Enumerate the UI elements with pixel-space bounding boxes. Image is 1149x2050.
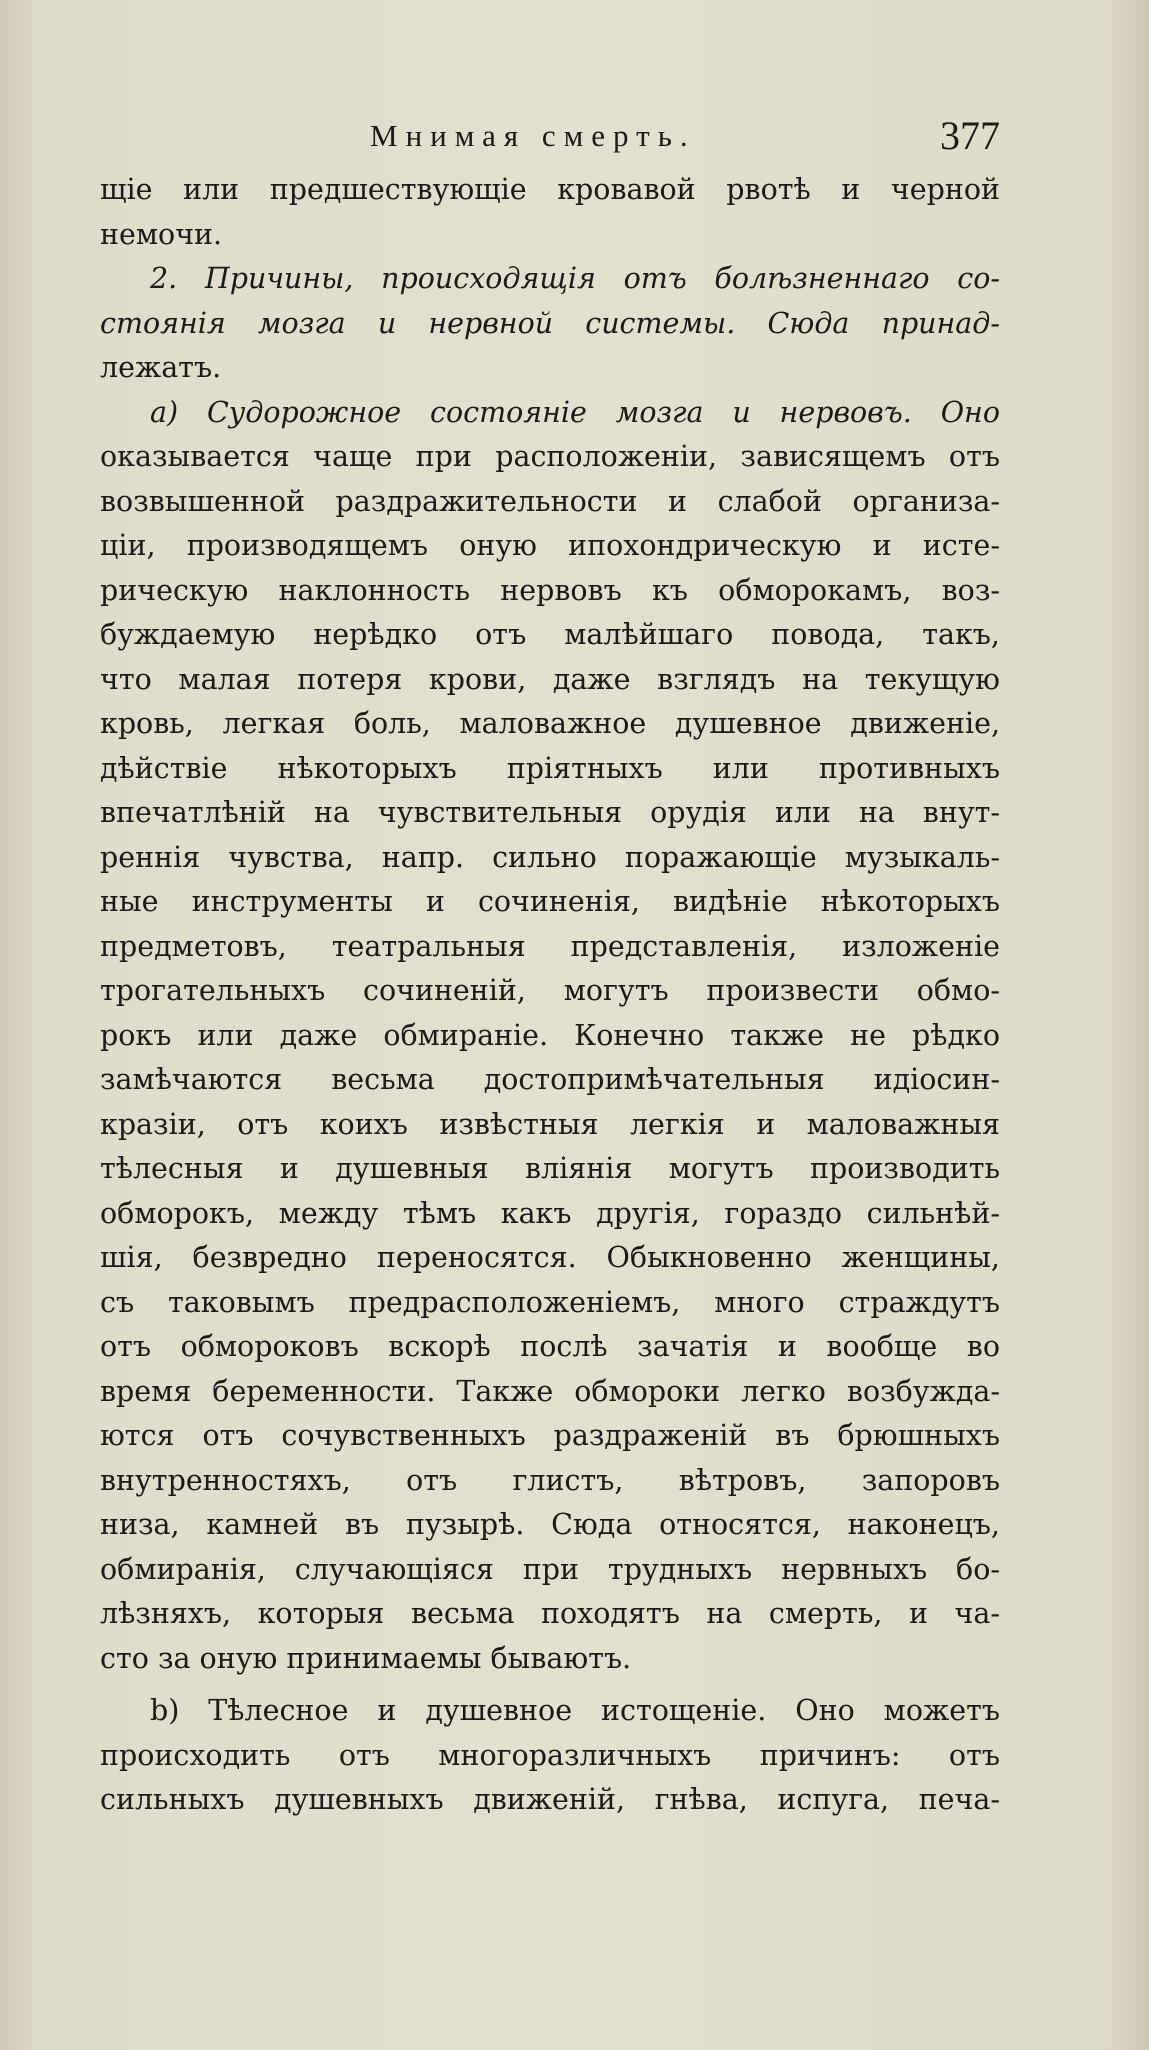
text-line: ются отъ сочувственныхъ раздраженій въ брюшныхъ bbox=[100, 1419, 1000, 1452]
text-line: реннія чувства, напр. сильно поражающіе музыкаль- bbox=[100, 840, 1000, 874]
text-line: рокъ или даже обмираніе. Конечно также не рѣдко bbox=[100, 1018, 1000, 1052]
text-line: съ таковымъ предрасположеніемъ, много страждутъ bbox=[100, 1285, 1000, 1319]
text-line: трогательныхъ сочиненій, могутъ произвести обмо- bbox=[100, 974, 1000, 1007]
text-line: что малая потеря крови, даже взглядъ на текущую bbox=[100, 662, 1000, 696]
subsection-heading-line: b) Тѣлесное и душевное истощеніе. Оно можетъ bbox=[150, 1694, 1000, 1727]
text-line: буждаемую нерѣдко отъ малѣйшаго повода, такъ, bbox=[100, 618, 1000, 651]
section-heading-line: 2. Причины, происходящія отъ болѣзненнаго со- bbox=[150, 262, 1000, 295]
text-line: тѣлесныя и душевныя вліянія могутъ производить bbox=[100, 1152, 1000, 1185]
page-header bbox=[0, 112, 1149, 162]
text-line: отъ обмороковъ вскорѣ послѣ зачатія и вообще во bbox=[100, 1330, 1000, 1363]
text-line: ціи, производящемъ оную ипохондрическую и истe- bbox=[100, 529, 1000, 562]
text-line: кразіи, отъ коихъ извѣстныя легкія и маловажныя bbox=[100, 1107, 1000, 1141]
text-line: обморокъ, между тѣмъ какъ другія, гораздо сильнѣй- bbox=[100, 1196, 1000, 1230]
text-line: лѣзняхъ, которыя весьма походятъ на смерть, и ча- bbox=[100, 1597, 1000, 1630]
text-line: время беременности. Также обмороки легко возбужда- bbox=[100, 1374, 1000, 1408]
text-line: замѣчаются весьма достопримѣчательныя идіосин- bbox=[100, 1063, 1000, 1096]
text-line: оказывается чаще при расположеніи, зависящемъ отъ bbox=[100, 440, 1000, 473]
text-line: рическую наклонность нервовъ къ обморокамъ, воз- bbox=[100, 573, 1000, 607]
text-line: происходить отъ многоразличныхъ причинъ: отъ bbox=[100, 1738, 1000, 1772]
text-line: дѣйствіе нѣкоторыхъ пріятныхъ или противныхъ bbox=[100, 751, 1000, 785]
subsection-heading-line: a) Судорожное состояніе мозга и нервовъ. Оно bbox=[150, 395, 1000, 429]
text-line: шія, безвредно переносятся. Обыкновенно женщины, bbox=[100, 1241, 1000, 1274]
text-line: предметовъ, театральныя представленія, изложеніе bbox=[100, 929, 1000, 963]
text-line: сто за оную принимаемы бываютъ. bbox=[100, 1641, 632, 1675]
text-line: стоянія мозга и нервной системы. Сюда принад- bbox=[100, 306, 1000, 340]
body-text bbox=[100, 168, 1000, 1823]
page-number: 377 bbox=[940, 113, 1000, 158]
text-line: немочи. bbox=[100, 217, 223, 251]
text-line: впечатлѣній на чувствительныя орудія или на внут- bbox=[100, 796, 1000, 829]
text-line: обмиранія, случающіяся при трудныхъ нервныхъ бо- bbox=[100, 1552, 1000, 1586]
text-line: внутренностяхъ, отъ глистъ, вѣтровъ, запоровъ bbox=[100, 1463, 1000, 1497]
text-line: низа, камней въ пузырѣ. Сюда относятся, наконецъ, bbox=[100, 1508, 1000, 1541]
text-line: сильныхъ душевныхъ движеній, гнѣва, испуга, печа- bbox=[100, 1783, 1000, 1816]
text-line: лежатъ. bbox=[100, 351, 222, 384]
running-head: Мнимая смерть. bbox=[370, 118, 696, 153]
text-line: щіе или предшествующіе кровавой рвотѣ и черной bbox=[100, 173, 1000, 206]
text-line: ные инструменты и сочиненія, видѣніе нѣкоторыхъ bbox=[100, 885, 1000, 918]
paragraph-gap bbox=[100, 1681, 1000, 1689]
text-line: возвышенной раздражительности и слабой организа- bbox=[100, 484, 1000, 518]
text-line: кровь, легкая боль, маловажное душевное движеніе, bbox=[100, 707, 1000, 740]
